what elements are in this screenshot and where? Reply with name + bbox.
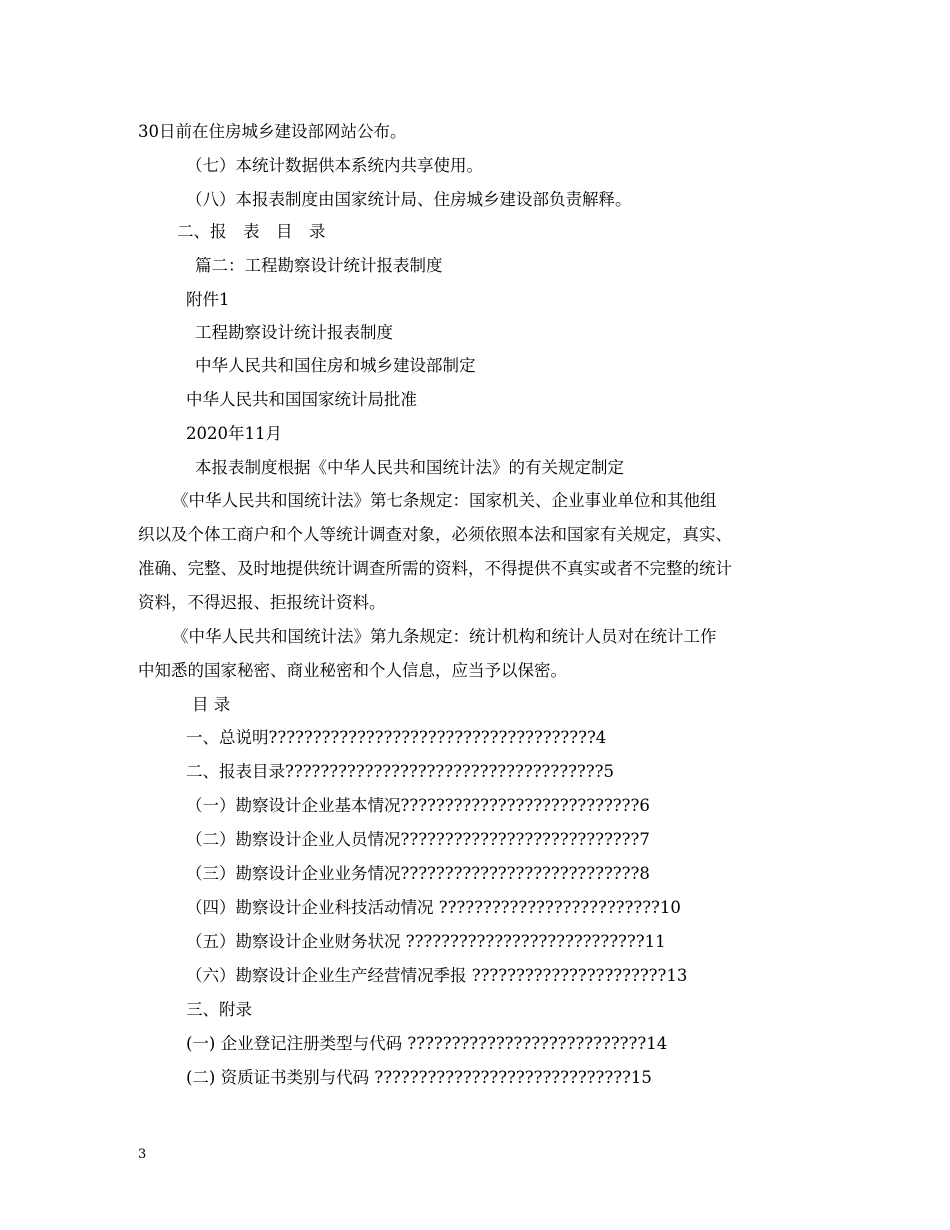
page-number: 3 [138,1147,147,1162]
text-line: 准确、完整、及时地提供统计调查所需的资料，不得提供不真实或者不完整的统计 [138,559,732,578]
text-line: 本报表制度根据《中华人民共和国统计法》的有关规定制定 [195,458,624,477]
toc-entry: (二) 资质证书类别与代码 ?????????????????????????????15 [186,1068,652,1087]
text-line: 30日前在住房城乡建设部网站公布。 [138,122,407,141]
attachment-label: 附件1 [186,290,230,309]
text-line: 《中华人民共和国统计法》第七条规定：国家机关、企业事业单位和其他组 [172,491,717,510]
text-line: 资料，不得迟报、拒报统计资料。 [138,593,386,612]
toc-entry: 二、报表目录????????????????????????????????????5 [186,762,614,781]
date-line: 2020年11月 [186,424,282,443]
toc-entry: （二）勘察设计企业人员情况???????????????????????????7 [186,830,650,849]
text-line: 中知悉的国家秘密、商业秘密和个人信息，应当予以保密。 [138,661,567,680]
toc-entry: （四）勘察设计企业科技活动情况 ?????????????????????????10 [186,898,681,917]
section-heading: 二、报 表 目 录 [177,222,326,241]
toc-entry: （一）勘察设计企业基本情况???????????????????????????6 [186,796,650,815]
toc-entry: （六）勘察设计企业生产经营情况季报 ??????????????????????13 [186,966,688,985]
toc-entry: 一、总说明?????????????????????????????????????4 [186,728,607,747]
text-line: 《中华人民共和国统计法》第九条规定：统计机构和统计人员对在统计工作 [172,627,717,646]
toc-entry: 三、附录 [186,1000,252,1019]
document-title: 工程勘察设计统计报表制度 [195,323,393,342]
toc-heading: 目 录 [192,695,231,714]
text-line: （八）本报表制度由国家统计局、住房城乡建设部负责解释。 [186,190,632,209]
toc-entry: (一) 企业登记注册类型与代码 ???????????????????????????14 [186,1034,668,1053]
issuer-line: 中华人民共和国住房和城乡建设部制定 [195,356,476,375]
toc-entry: （五）勘察设计企业财务状况 ???????????????????????????11 [186,932,666,951]
text-line: 织以及个体工商户和个人等统计调查对象，必须依照本法和国家有关规定，真实、 [138,525,732,544]
chapter-title: 篇二：工程勘察设计统计报表制度 [195,256,443,275]
approver-line: 中华人民共和国国家统计局批准 [186,390,417,409]
text-line: （七）本统计数据供本系统内共享使用。 [186,156,483,175]
toc-entry: （三）勘察设计企业业务情况???????????????????????????8 [186,864,650,883]
